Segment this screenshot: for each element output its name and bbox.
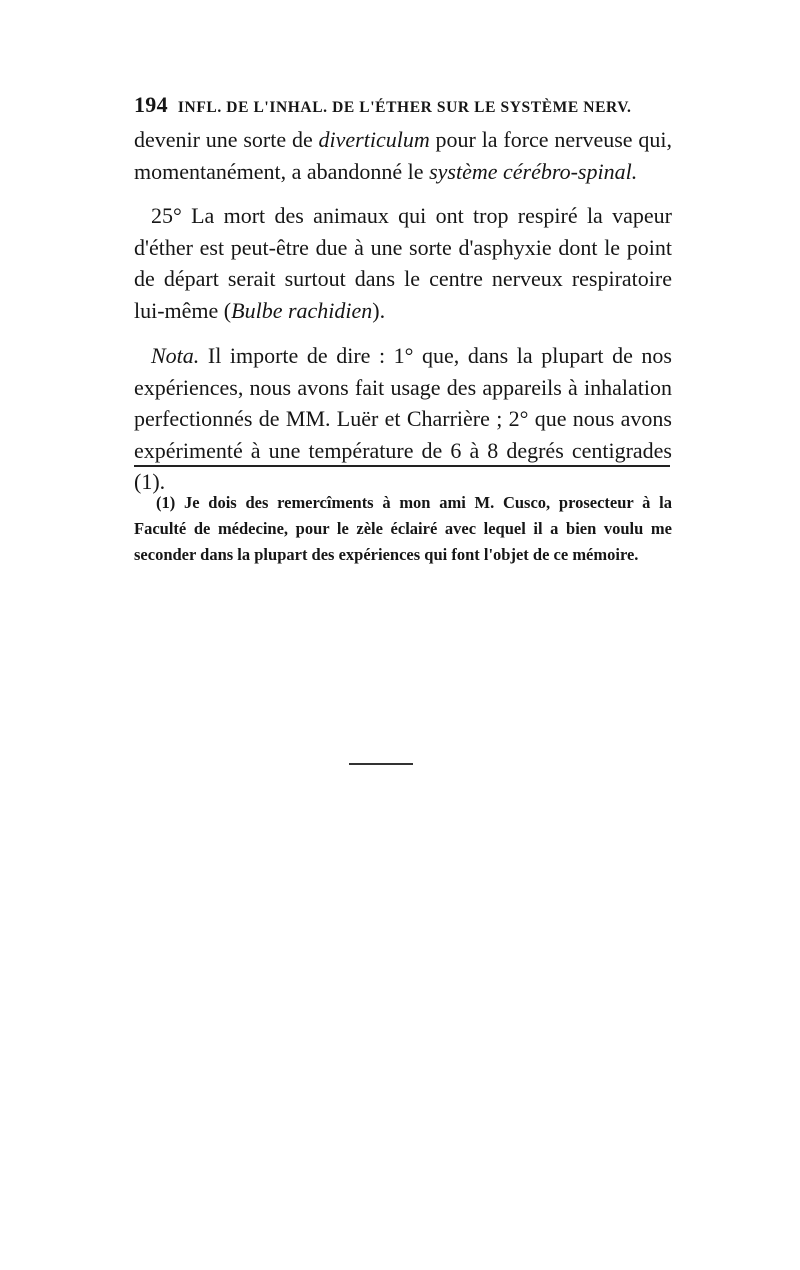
- footnote-text: (1) Je dois des remercîments à mon ami M. Cusco, prosecteur à la Faculté de médecine, pour le zèle éclairé avec lequel il a bien voulu me seconder dans la plupart des expériences qui font l'objet de ce mémoire.: [134, 493, 672, 564]
- footnote-separator: [134, 465, 670, 467]
- paragraph-25: [134, 200, 672, 326]
- main-text: [134, 124, 672, 498]
- italic-term: système cérébro-spinal.: [429, 158, 638, 184]
- text-run: pour la force nerveuse qui, momentanément, a abandonné le: [134, 127, 672, 184]
- text-run: 25° La mort des animaux qui ont trop respiré la vapeur d'éther est peut-être due à une sorte d'asphyxie dont le point de départ serait surtout dans le centre nerveux respiratoire lui-même (: [134, 203, 672, 323]
- end-rule: [349, 763, 413, 765]
- text-run: devenir une sorte de: [134, 127, 319, 152]
- text-run: ).: [372, 297, 386, 323]
- footnote: [134, 490, 672, 568]
- page-number: 194: [134, 92, 168, 117]
- text-run: Il importe de dire : 1° que, dans la plupart de nos expériences, nous avons fait usage des appareils à inhalation perfectionnés de MM. Luër et Charrière ; 2° que nous avons expérimenté à une température de 6 à 8 degrés centigrades (1).: [134, 343, 672, 494]
- running-title: INFL. DE L'INHAL. DE L'ÉTHER SUR LE SYSTÈME NERV.: [177, 99, 632, 116]
- running-header: [134, 92, 670, 118]
- italic-term: diverticulum: [318, 127, 430, 152]
- italic-term: Bulbe rachidien: [231, 297, 373, 323]
- paragraph-continuation: [134, 124, 672, 187]
- nota-label: Nota.: [151, 343, 200, 368]
- paragraph-nota: [134, 340, 672, 498]
